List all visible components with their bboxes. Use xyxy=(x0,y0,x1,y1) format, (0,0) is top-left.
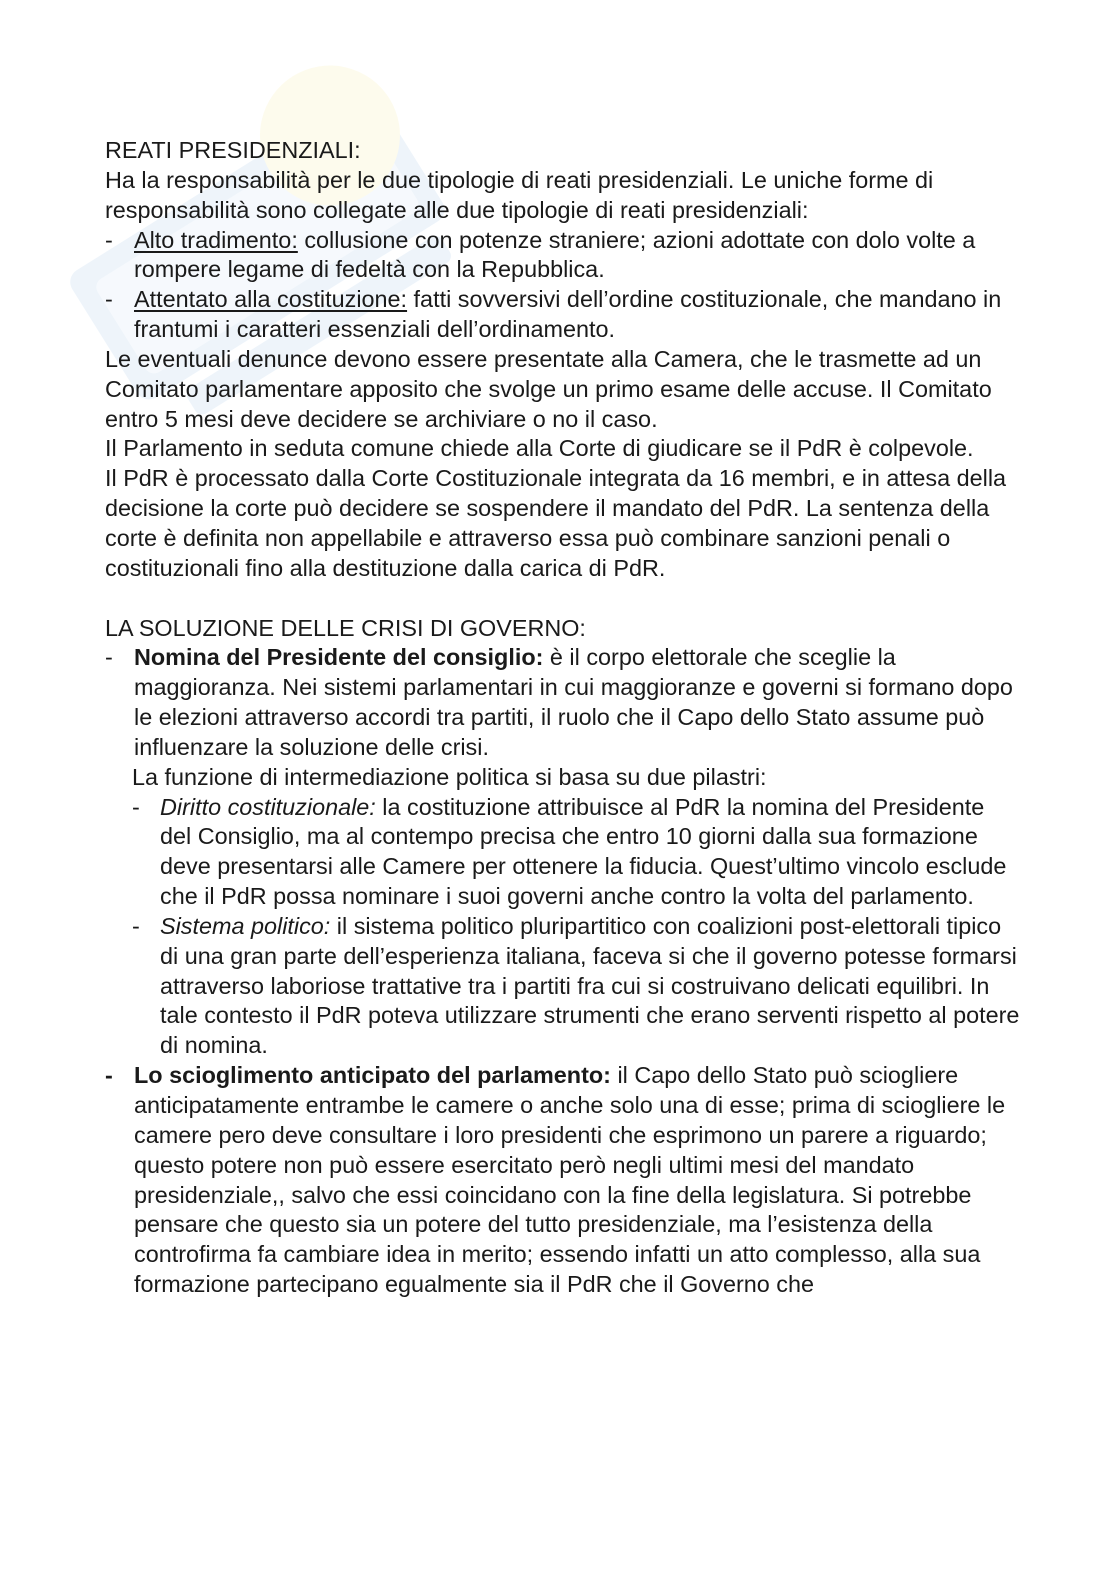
text-sistema-politico: il sistema politico pluripartitico con coalizioni post-elettorali tipico di una gran parte dell’esperienza italiana, faceva si che il governo potesse formarsi attraverso laboriose trattative tra i partiti fra cui si costruivano delicati equilibri. In tale contesto il PdR poteva utilizzare strumenti che erano serventi rispetto al potere di nomina. xyxy=(160,912,1020,1059)
dash-bullet: - xyxy=(132,912,140,939)
paragraph-parlamento: Il Parlamento in seduta comune chiede alla Corte di giudicare se il PdR è colpevole. xyxy=(105,435,974,462)
paragraph-denunce: Le eventuali denunce devono essere presentate alla Camera, che le trasmette ad un Comitato parlamentare apposito che svolge un primo esame delle accuse. Il Comitato entro 5 mesi deve decidere se archiviare o no il caso. xyxy=(105,345,992,432)
sub-item-sistema-politico xyxy=(105,912,1020,1061)
list-item-nomina xyxy=(105,643,1020,762)
text-nomina: è il corpo elettorale che sceglie la maggioranza. Nei sistemi parlamentari in cui maggioranze e governi si formano dopo le elezioni attraverso accordi tra partiti, il ruolo che il Capo dello Stato assume può influenzare la soluzione delle crisi. xyxy=(134,644,1013,760)
intro-reati: Ha la responsabilità per le due tipologie di reati presidenziali. Le uniche forme di responsabilità sono collegate alle due tipologie di reati presidenziali: xyxy=(105,166,934,223)
dash-bullet: - xyxy=(132,793,140,820)
paragraph-processo: Il PdR è processato dalla Corte Costituzionale integrata da 16 membri, e in attesa della decisione la corte può decidere se sospendere il mandato del PdR. La sentenza della corte è definita non appellabile e attraverso essa può combinare sanzioni penali o costituzionali fino alla destituzione dalla carica di PdR. xyxy=(105,465,1007,581)
text-scioglimento: il Capo dello Stato può sciogliere anticipatamente entrambe le camere o anche solo una di esse; prima di sciogliere le camere pero deve consultare i loro presidenti che esprimono un parere a riguardo; questo potere non può essere esercitato però negli ultimi mesi del mandato presidenziale,, salvo che essi coincidano con la fine della legislatura. Si potrebbe pensare che questo sia un potere del tutto presidenziale, ma l’esistenza della controfirma fa cambiare idea in merito; essendo infatti un atto complesso, alla sua formazione partecipano egualmente sia il PdR che il Governo che xyxy=(134,1062,1006,1298)
dash-bullet: - xyxy=(105,644,113,671)
text-attentato-costituzione: fatti sovversivi dell’ordine costituzionale, che mandano in frantumi i caratteri essenziali dell’ordinamento. xyxy=(134,286,1002,343)
heading-reati-presidenziali: REATI PRESIDENZIALI: xyxy=(105,137,361,163)
text-alto-tradimento: collusione con potenze straniere; azioni adottate con dolo volte a rompere legame di fedeltà con la Repubblica. xyxy=(134,226,976,283)
dash-bullet: - xyxy=(105,226,113,253)
document-body xyxy=(105,136,1020,1300)
list-item-attentato-costituzione xyxy=(105,285,1020,345)
term-diritto-costituzionale: Diritto costituzionale: xyxy=(160,793,376,820)
term-attentato-costituzione: Attentato alla costituzione: xyxy=(134,286,408,313)
heading-soluzione-crisi: LA SOLUZIONE DELLE CRISI DI GOVERNO: xyxy=(105,614,586,641)
list-item-scioglimento xyxy=(105,1061,1020,1300)
dash-bullet: - xyxy=(105,1062,113,1089)
sub-item-diritto-costituzionale xyxy=(105,793,1020,912)
list-item-alto-tradimento xyxy=(105,226,1020,286)
nomina-intro: La funzione di intermediazione politica si basa su due pilastri: xyxy=(132,763,767,790)
term-alto-tradimento: Alto tradimento: xyxy=(134,226,298,253)
term-sistema-politico: Sistema politico: xyxy=(160,912,331,939)
term-scioglimento: Lo scioglimento anticipato del parlamento: xyxy=(134,1062,611,1089)
dash-bullet: - xyxy=(105,286,113,313)
term-nomina: Nomina del Presidente del consiglio: xyxy=(134,644,544,671)
text-diritto-costituzionale: la costituzione attribuisce al PdR la nomina del Presidente del Consiglio, ma al contempo precisa che entro 10 giorni dalla sua formazione deve presentarsi alle Camere per ottenere la fiducia. Quest’ultimo vincolo esclude che il PdR possa nominare i suoi governi anche contro la volta del parlamento. xyxy=(160,793,1007,910)
blank-line xyxy=(105,584,1020,614)
